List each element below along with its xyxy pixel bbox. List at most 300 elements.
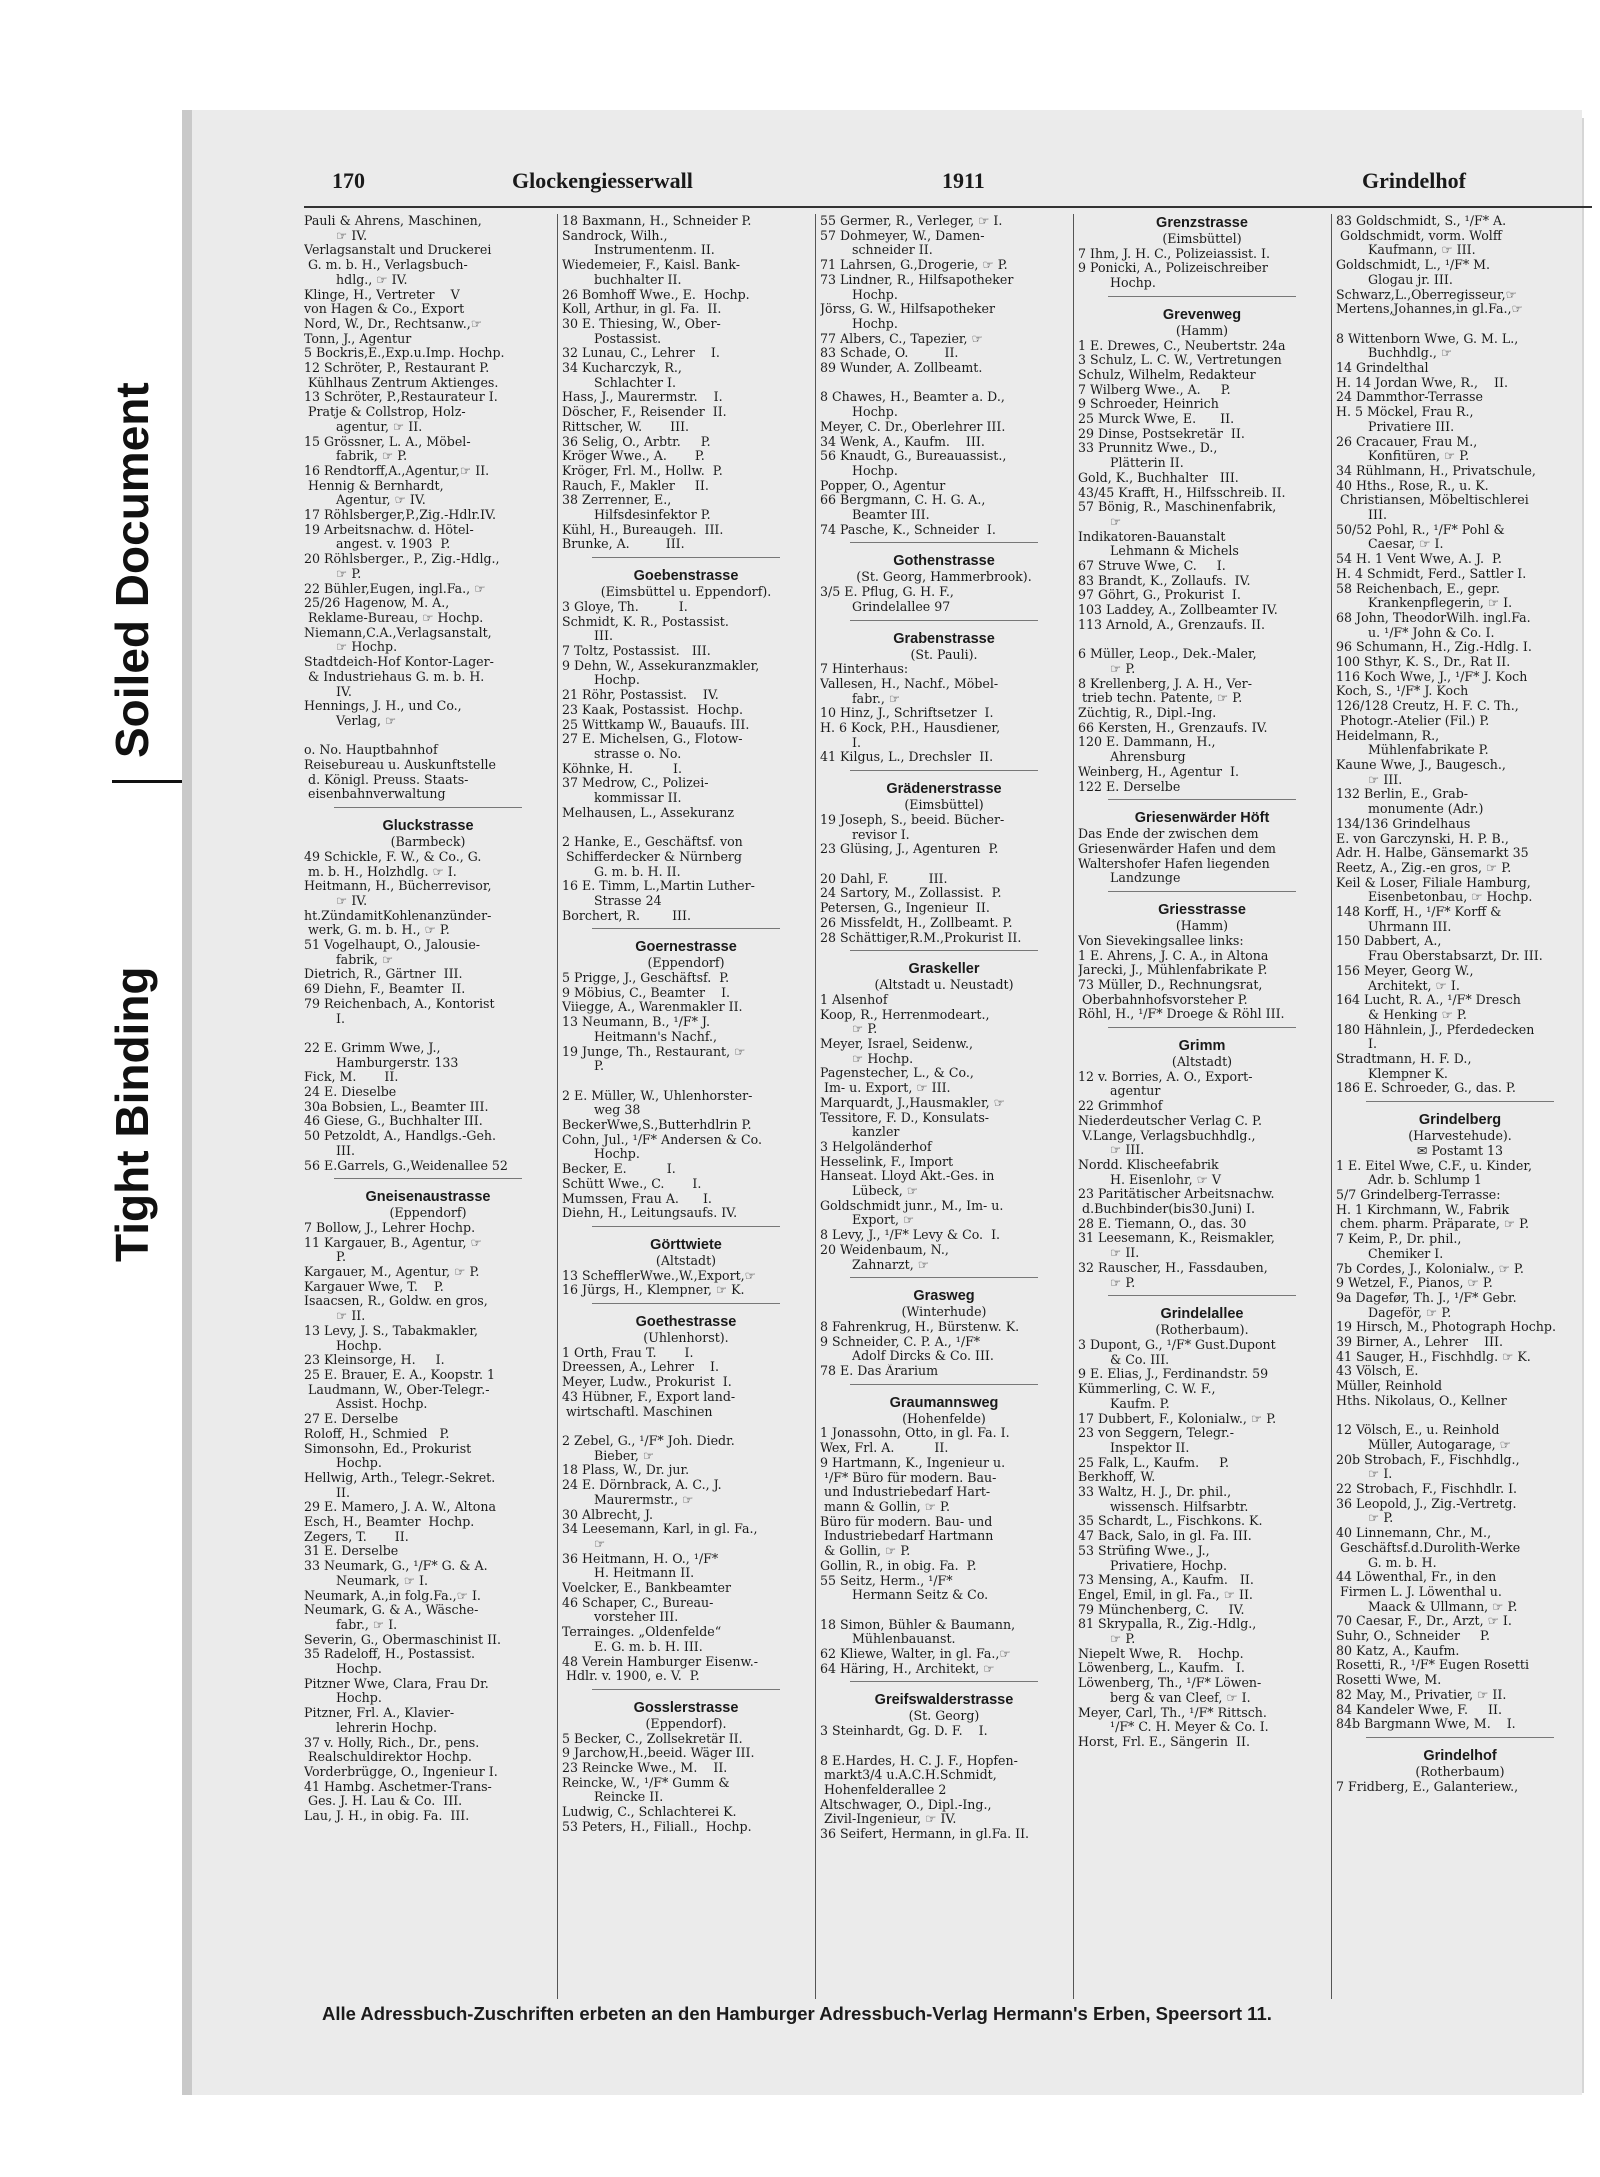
directory-entry: 1 Jonassohn, Otto, in gl. Fa. I. (820, 1426, 1010, 1441)
directory-entry: 3 Steinhardt, Gg. D. F. I. (820, 1724, 988, 1739)
directory-entry: Photogr.-Atelier (Fil.) P. (1336, 713, 1490, 728)
district-label: (St. Georg, Hammerbrook). (856, 570, 1032, 585)
directory-entry: & Co. III. (1078, 1352, 1170, 1367)
section-divider (1108, 1295, 1297, 1302)
directory-entry: 13 Neumann, B., ¹/F* J. (562, 1015, 710, 1030)
directory-entry: ☞ P. (304, 566, 362, 581)
directory-column-5 (1336, 214, 1584, 1999)
directory-entry: Reincke II. (562, 1790, 664, 1805)
directory-entry: 6 Müller, Leop., Dek.-Maler, (1078, 647, 1257, 662)
directory-entry: Das Ende der zwischen dem (1078, 827, 1259, 842)
directory-entry: Horst, Frl. E., Sängerin II. (1078, 1734, 1250, 1749)
header-street-left: Glockengiesserwall (512, 168, 693, 193)
directory-entry: Jarecki, J., Mühlenfabrikate P. (1078, 963, 1268, 978)
directory-entry: Terrainges. „Oldenfelde“ (562, 1625, 722, 1640)
directory-entry: 7 Wilberg Wwe., A. P. (1078, 382, 1231, 397)
directory-entry: 58 Reichenbach, E., gepr. (1336, 581, 1500, 596)
directory-entry: 103 Laddey, A., Zollbeamter IV. (1078, 603, 1278, 618)
district-label: (Winterhude) (901, 1305, 987, 1320)
section-divider (850, 542, 1039, 549)
directory-entry: Wiedemeier, F., Kaisl. Bank- (562, 258, 741, 273)
directory-entry: Hass, J., Maurermstr. I. (562, 390, 723, 405)
entry-spacer (562, 820, 810, 835)
directory-entry: 23 Glüsing, J., Agenturen P. (820, 842, 999, 857)
directory-entry: 9 Jarchow,H.,beeid. Wäger III. (562, 1746, 755, 1761)
directory-entry: 5/7 Grindelberg-Terrasse: (1336, 1187, 1501, 1202)
directory-entry: Reisebureau u. Auskunftstelle (304, 758, 496, 772)
directory-entry: H. 5 Möckel, Frau R., (1336, 405, 1474, 420)
directory-entry: 25 E. Brauer, E. A., Koopstr. 1 (304, 1368, 495, 1382)
directory-entry: Vallesen, H., Nachf., Möbel- (820, 676, 999, 691)
directory-entry: 79 Münchenberg, C. IV. (1078, 1602, 1245, 1617)
directory-entry: Hanseat. Lloyd Akt.-Ges. in (820, 1169, 995, 1184)
directory-entry: 20b Strobach, F., Fischhdlg., (1336, 1452, 1520, 1467)
directory-entry: Goldschmidt, L., ¹/F* M. (1336, 258, 1491, 273)
directory-entry: Assist. Hochp. (304, 1397, 428, 1412)
directory-entry: d.Buchbinder(bis30.Juni) I. (1078, 1202, 1256, 1217)
directory-entry: 3 Dupont, G., ¹/F* Gust.Dupont (1078, 1337, 1276, 1352)
directory-entry: Griesenwärder Hafen und dem (1078, 842, 1276, 856)
directory-entry: Strasse 24 (562, 893, 662, 908)
entry-spacer (304, 729, 552, 744)
entry-spacer (820, 376, 1068, 391)
directory-entry: 25 Falk, L., Kaufm. P. (1078, 1455, 1230, 1470)
soiled-document-label: Soiled Document (106, 382, 158, 758)
directory-entry: 29 Dinse, Postsekretär II. (1078, 426, 1245, 441)
directory-entry: monumente (Adr.) (1336, 802, 1484, 817)
directory-entry: 32 Rauscher, H., Fassdauben, (1078, 1260, 1268, 1275)
directory-entry: 69 Diehn, F., Beamter II. (304, 982, 466, 997)
directory-entry: 32 Lunau, C., Lehrer I. (562, 346, 720, 361)
directory-entry: Lübeck, ☞ (820, 1184, 918, 1199)
directory-entry: ¹/F* Büro für modern. Bau- (820, 1470, 997, 1485)
directory-entry: ☞ II. (304, 1309, 366, 1324)
directory-entry: Christiansen, Möbeltischlerei (1336, 493, 1529, 508)
directory-entry: 27 E. Derselbe (304, 1412, 399, 1427)
street-heading: Grenzstrasse (1156, 215, 1248, 231)
directory-entry: Löwenberg, Th., ¹/F* Löwen- (1078, 1676, 1262, 1691)
header-street-right: Grindelhof (1362, 168, 1466, 193)
directory-entry: Petersen, G., Ingenieur II. (820, 901, 990, 916)
street-heading: Goernestrasse (635, 939, 737, 956)
directory-entry: Laudmann, W., Ober-Telegr.- (304, 1382, 490, 1397)
directory-entry: 79 Reichenbach, A., Kontorist (304, 996, 495, 1011)
directory-entry: Kröger Wwe., A. P. (562, 449, 705, 464)
section-divider (334, 1178, 523, 1185)
directory-entry: 3 Helgoländerhof (820, 1139, 932, 1154)
directory-entry: Schwarz,L.,Oberregisseur,☞ (1336, 287, 1517, 302)
directory-entry: Marquardt, J.,Hausmakler, ☞ (820, 1095, 1005, 1110)
directory-entry: 148 Korff, H., ¹/F* Korff & (1336, 905, 1502, 920)
directory-entry: Kühl, H., Bureaugeh. III. (562, 522, 724, 537)
directory-entry: H. 14 Jordan Wwe, R., II. (1336, 375, 1508, 390)
directory-entry: Jörss, G. W., Hilfsapotheker (820, 302, 995, 317)
directory-entry: 7b Cordes, J., Kolonialw., ☞ P. (1336, 1261, 1524, 1276)
directory-entry: Lehmann & Michels (1078, 544, 1239, 559)
section-divider (592, 557, 781, 564)
directory-entry: 36 Leopold, J., Zig.-Vertretg. (1336, 1496, 1517, 1511)
directory-entry: Mertens,Johannes,in gl.Fa.,☞ (1336, 302, 1523, 317)
directory-entry: 40 Linnemann, Chr., M., (1336, 1526, 1492, 1541)
entry-spacer (820, 1739, 1068, 1754)
directory-entry: ☞ Hochp. (820, 1051, 914, 1066)
street-heading: Grädenerstrasse (886, 781, 1002, 798)
directory-entry: Gold, K., Buchhalter III. (1078, 470, 1239, 485)
directory-entry: 64 Häring, H., Architekt, ☞ (820, 1661, 995, 1676)
directory-entry: 37 v. Holly, Rich., Dr., pens. (304, 1735, 480, 1750)
directory-entry: Meyer, Israel, Seidenw., (820, 1037, 974, 1052)
directory-entry: 36 Selig, O., Arbtr. P. (562, 434, 711, 449)
directory-entry: Adolf Dircks & Co. III. (820, 1349, 994, 1364)
directory-entry: 19 Joseph, S., beeid. Bücher- (820, 812, 1005, 827)
directory-entry: von Hagen & Co., Export (304, 302, 465, 317)
directory-entry: 36 Seifert, Hermann, in gl.Fa. II. (820, 1827, 1030, 1842)
directory-entry: Stradtmann, H. F. D., (1336, 1052, 1472, 1067)
directory-entry: BeckerWwe,S.,Butterhdlrin P. (562, 1118, 752, 1133)
district-label: (Eimsbüttel) (904, 798, 984, 813)
directory-entry: 23 Paritätischer Arbeitsnachw. (1078, 1187, 1275, 1202)
street-heading: Grindelallee (1160, 1306, 1244, 1323)
directory-entry: H. 4 Schmidt, Ferd., Sattler I. (1336, 566, 1527, 581)
directory-entry: 16 Jürgs, H., Klempner, ☞ K. (562, 1283, 745, 1298)
directory-entry: Nord, W., Dr., Rechtsanw.,☞ (304, 316, 483, 331)
directory-entry: Gollin, R., in obig. Fa. P. (820, 1558, 977, 1573)
directory-entry: chem. pharm. Präparate, ☞ P. (1336, 1217, 1530, 1232)
directory-entry: Hesselink, F., Import (820, 1154, 954, 1169)
directory-entry: 70 Caesar, F., Dr., Arzt, ☞ I. (1336, 1614, 1512, 1629)
entry-spacer (304, 1026, 552, 1041)
directory-entry: 35 Schardt, L., Fischkons. K. (1078, 1514, 1263, 1529)
directory-entry: 78 E. Das Ärarium (820, 1364, 939, 1379)
directory-entry: 8 E.Hardes, H. C. J. F., Hopfen- (820, 1753, 1018, 1768)
directory-entry: 7 Toltz, Postassist. III. (562, 643, 711, 658)
directory-entry: Hochp. (820, 287, 898, 302)
directory-entry: Eisenbetonbau, ☞ Hochp. (1336, 890, 1533, 905)
directory-entry: Zegers, T. II. (304, 1529, 409, 1544)
directory-entry: Konfitüren, ☞ P. (1336, 449, 1470, 464)
directory-entry: Kaufm. P. (1078, 1396, 1170, 1411)
directory-entry: 8 Wittenborn Wwe, G. M. L., (1336, 331, 1519, 346)
street-heading: Gothenstrasse (893, 553, 995, 570)
directory-entry: ¹/F* C. H. Meyer & Co. I. (1078, 1720, 1269, 1735)
directory-entry: 41 Sauger, H., Fischhdlg. ☞ K. (1336, 1349, 1531, 1364)
directory-entry: Müller, Reinhold (1336, 1379, 1443, 1394)
directory-entry: Rittscher, W. III. (562, 419, 690, 434)
directory-entry: 84b Bargmann Wwe, M. I. (1336, 1717, 1516, 1732)
directory-entry: Chemiker I. (1336, 1246, 1444, 1261)
directory-entry: Hochp. (304, 1338, 382, 1353)
directory-entry: Hohenfelderallee 2 (820, 1782, 947, 1797)
directory-entry: 22 E. Grimm Wwe, J., (304, 1040, 441, 1055)
directory-entry: ☞ II. (1078, 1246, 1140, 1261)
directory-entry: 16 Rendtorff,A.,Agentur,☞ II. (304, 463, 490, 478)
directory-entry: 96 Schumann, H., Zig.-Hdlg. I. (1336, 640, 1532, 655)
directory-entry: Hennings, J. H., und Co., (304, 699, 462, 714)
directory-entry: Berkhoff, W. (1078, 1470, 1156, 1485)
directory-entry: H. Heitmann II. (562, 1566, 695, 1581)
directory-entry: Schlachter I. (562, 375, 677, 390)
directory-entry: berg & van Cleef, ☞ I. (1078, 1690, 1251, 1705)
label-divider (112, 780, 182, 783)
directory-entry: 1 E. Drewes, C., Neubertstr. 24a (1078, 338, 1286, 353)
directory-entry: II. (304, 1485, 350, 1500)
directory-entry: wirtschaftl. Maschinen (562, 1404, 713, 1419)
directory-entry: 11 Kargauer, B., Agentur, ☞ (304, 1235, 482, 1250)
directory-entry: ☞ (1078, 514, 1122, 529)
directory-entry: Tessitore, F. D., Konsulats- (820, 1110, 990, 1125)
directory-entry: Pitzner Wwe, Clara, Frau Dr. (304, 1676, 489, 1691)
directory-entry: 3 Schulz, L. C. W., Vertretungen (1078, 353, 1282, 368)
directory-entry: 26 Bomhoff Wwe., E. Hochp. (562, 287, 750, 302)
directory-entry: markt3/4 u.A.C.H.Schmidt, (820, 1768, 997, 1783)
directory-entry: 186 E. Schroeder, G., das. P. (1336, 1081, 1516, 1096)
district-label: (Altstadt) (655, 1253, 717, 1268)
street-heading: Gluckstrasse (382, 818, 474, 835)
directory-entry: werk, G. m. b. H., ☞ P. (304, 923, 450, 938)
directory-entry: Hochp. (820, 463, 898, 478)
directory-entry: mann & Gollin, ☞ P. (820, 1500, 950, 1514)
directory-entry: ht.ZündamitKohlenanzünder- (304, 908, 492, 923)
directory-entry: Hilfsdesinfektor P. (562, 508, 711, 523)
directory-entry: Meyer, C. Dr., Oberlehrer III. (820, 419, 1006, 434)
directory-entry: u. ¹/F* John & Co. I. (1336, 625, 1495, 640)
publisher-footer: Alle Adressbuch-Zuschriften erbeten an den Hamburger Adressbuch-Verlag Hermann's Erben, Speersort 11. (322, 2003, 1272, 2024)
directory-entry: Büro für modern. Bau- und (820, 1514, 993, 1529)
district-label: (Eppendorf) (389, 1206, 467, 1221)
district-label: (Eimsbüttel) (1162, 232, 1242, 246)
directory-entry: 26 Cracauer, Frau M., (1336, 434, 1478, 449)
directory-entry: Hochp. (304, 1456, 382, 1471)
directory-entry: Hamburgerstr. 133 (304, 1055, 459, 1070)
directory-entry: Diehn, H., Leitungsaufs. IV. (562, 1206, 738, 1221)
directory-entry: 83 Goldschmidt, S., ¹/F* A. (1336, 214, 1507, 228)
directory-entry: Meyer, Ludw., Prokurist I. (562, 1375, 732, 1390)
directory-entry: I. (820, 735, 862, 750)
directory-entry: 80 Katz, A., Kaufm. (1336, 1643, 1460, 1658)
directory-entry: 44 Löwenthal, Fr., in den (1336, 1570, 1497, 1585)
directory-entry: Privatiere III. (1336, 419, 1455, 434)
directory-entry: kanzler (820, 1125, 900, 1140)
directory-entry: Klempner K. (1336, 1066, 1448, 1081)
directory-entry: 132 Berlin, E., Grab- (1336, 787, 1469, 802)
directory-entry: Koop, R., Herrenmodeart., (820, 1007, 990, 1022)
directory-entry: 31 Leesemann, K., Reismakler, (1078, 1231, 1275, 1246)
directory-entry: 66 Kersten, H., Grenzaufs. IV. (1078, 720, 1268, 735)
directory-entry: angest. v. 1903 P. (304, 537, 451, 552)
district-label: ✉ Postamt 13 (1416, 1143, 1504, 1158)
street-heading: Graumannsweg (889, 1394, 999, 1411)
directory-entry: 1 Orth, Frau T. I. (562, 1345, 694, 1360)
directory-entry: Export, ☞ (820, 1213, 915, 1228)
directory-entry: 8 Chawes, H., Beamter a. D., (820, 390, 1005, 405)
directory-entry: 1 E. Eitel Wwe, C.F., u. Kinder, (1336, 1158, 1532, 1173)
directory-entry: trieb techn. Patente, ☞ P. (1078, 691, 1243, 706)
section-divider (1108, 1027, 1297, 1034)
directory-entry: 2 E. Müller, W., Uhlenhorster- (562, 1088, 753, 1103)
directory-entry: 73 Lindner, R., Hilfsapotheker (820, 272, 1014, 287)
directory-entry: ☞ IV. (304, 228, 368, 243)
district-label: (St. Pauli). (910, 647, 978, 662)
directory-entry: Hths. Nikolaus, O., Kellner (1336, 1393, 1507, 1408)
street-heading: Grindelberg (1418, 1112, 1502, 1129)
directory-entry: 24 Dammthor-Terrasse (1336, 390, 1483, 405)
directory-entry: Ahrensburg (1078, 750, 1186, 765)
directory-entry: 40 Hths., Rose, R., u. K. (1336, 478, 1489, 493)
directory-entry: 17 Dubbert, F., Kolonialw., ☞ P. (1078, 1411, 1277, 1426)
directory-entry: Waltershofer Hafen liegenden (1078, 856, 1270, 871)
directory-entry: Kargauer Wwe, T. P. (304, 1279, 444, 1294)
directory-entry: 31 E. Derselbe (304, 1544, 399, 1559)
directory-entry: Maurermstr., ☞ (562, 1492, 694, 1507)
directory-entry: 66 Bergmann, C. H. G. A., (820, 493, 986, 508)
directory-entry: Hermann Seitz & Co. (820, 1588, 989, 1603)
directory-entry: Hennig & Bernhardt, (304, 478, 444, 493)
section-divider (850, 770, 1039, 777)
section-divider (334, 807, 523, 814)
directory-entry: Postassist. (562, 331, 662, 346)
directory-entry: Dreessen, A., Lehrer I. (562, 1360, 720, 1375)
directory-entry: 23 Reincke Wwe., M. II. (562, 1761, 728, 1776)
directory-entry: Niemann,C.A.,Verlagsanstalt, (304, 625, 492, 640)
directory-entry: Industriebedarf Hartmann (820, 1529, 994, 1544)
directory-entry: wissensch. Hilfsarbtr. (1078, 1499, 1249, 1514)
directory-entry: Bieber, ☞ (562, 1448, 655, 1463)
directory-entry: vorsteher III. (562, 1610, 679, 1625)
directory-entry: Adr. H. Halbe, Gänsemarkt 35 (1336, 846, 1529, 861)
column-divider (557, 214, 558, 1999)
directory-entry: Landzunge (1078, 871, 1181, 886)
directory-entry: G. m. b. H., Verlagsbuch- (304, 258, 468, 273)
directory-entry: Mühlenfabrikate P. (1336, 743, 1489, 758)
entry-spacer (820, 1603, 1068, 1618)
directory-entry: 97 Göhrt, G., Prokurist I. (1078, 588, 1241, 603)
directory-entry: 33 Waltz, H. J., Dr. phil., (1078, 1485, 1232, 1500)
directory-entry: Kühlhaus Zentrum Aktienges. (304, 375, 499, 390)
directory-entry: Nordd. Klischeefabrik (1078, 1157, 1219, 1172)
district-label: (St. Georg) (908, 1709, 980, 1724)
directory-entry: 18 Plass, W., Dr. jur. (562, 1463, 690, 1478)
directory-entry: ☞ P. (820, 1022, 878, 1037)
directory-entry: 43 Hübner, F., Export land- (562, 1389, 736, 1404)
directory-entry: 12 Schröter, P., Restaurant P. (304, 361, 490, 376)
street-heading: Görttwiete (650, 1236, 722, 1253)
directory-entry: 50 Petzoldt, A., Handlgs.-Geh. (304, 1129, 497, 1144)
directory-entry: Keil & Loser, Filiale Hamburg, (1336, 875, 1531, 890)
directory-entry: Schütt Wwe., C. I. (562, 1176, 702, 1191)
directory-entry: 7 Bollow, J., Lehrer Hochp. (304, 1220, 476, 1235)
directory-entry: Rosetti Wwe, M. (1336, 1673, 1442, 1688)
directory-entry: 22 Strobach, F., Fischhdlr. I. (1336, 1482, 1518, 1497)
directory-entry: Grindelallee 97 (820, 599, 951, 614)
directory-entry: 67 Struve Wwe, C. I. (1078, 559, 1226, 574)
directory-entry: 57 Bönig, R., Maschinenfabrik, (1078, 500, 1277, 515)
directory-entry: Kargauer, M., Agentur, ☞ P. (304, 1265, 480, 1280)
directory-entry: 83 Brandt, K., Zollaufs. IV. (1078, 573, 1251, 588)
directory-entry: ☞ P. (1078, 1275, 1136, 1290)
directory-entry: Hochp. (562, 673, 640, 688)
directory-entry: ☞ P. (1336, 1511, 1394, 1526)
directory-entry: 54 H. 1 Vent Wwe, A. J. P. (1336, 552, 1502, 567)
section-divider (850, 1277, 1039, 1284)
directory-entry: 1 E. Ahrens, J. C. A., in Altona (1078, 948, 1269, 963)
directory-column-2 (562, 214, 810, 1999)
header-year: 1911 (942, 168, 985, 193)
district-label: (Eppendorf) (647, 956, 725, 971)
district-label: (Hamm) (1175, 919, 1229, 934)
directory-column-4 (1078, 214, 1326, 1999)
directory-entry: Röhl, H., ¹/F* Droege & Röhl III. (1078, 1007, 1285, 1022)
directory-entry: Verlag, ☞ (304, 713, 397, 728)
directory-entry: 71 Lahrsen, G.,Drogerie, ☞ P. (820, 258, 1008, 273)
directory-entry: H. Eisenlohr, ☞ V (1078, 1172, 1222, 1187)
directory-entry: Altschwager, O., Dipl.-Ing., (820, 1797, 992, 1812)
street-heading: Goebenstrasse (633, 568, 739, 585)
entry-spacer (562, 1419, 810, 1434)
directory-entry: Müller, Autogarage, ☞ (1336, 1437, 1511, 1452)
directory-entry: Brunke, A. III. (562, 537, 685, 552)
directory-entry: Pauli & Ahrens, Maschinen, (304, 214, 482, 228)
directory-entry: Zahnarzt, ☞ (820, 1257, 930, 1272)
directory-entry: ☞ I. (1336, 1467, 1393, 1482)
directory-entry: Dageför, ☞ P. (1336, 1305, 1452, 1320)
directory-entry: 9 Schroeder, Heinrich (1078, 397, 1219, 412)
directory-entry: 15 Grössner, L. A., Möbel- (304, 434, 471, 449)
directory-entry: Fick, M. II. (304, 1070, 399, 1085)
directory-entry: 17 Röhlsberger,P.,Zig.-Hdlr.IV. (304, 508, 496, 523)
directory-entry: Zivil-Ingenieur, ☞ IV. (820, 1812, 957, 1827)
directory-entry: 26 Missfeldt, H., Zollbeamt. P. (820, 915, 1013, 930)
directory-entry: 20 Weidenbaum, N., (820, 1242, 949, 1257)
directory-entry: Viiegge, A., Warenmakler II. (562, 1000, 743, 1015)
directory-entry: Kaune Wwe, J., Baugesch., (1336, 758, 1506, 772)
directory-entry: Hochp. (562, 1147, 640, 1162)
directory-entry: 33 Neumark, G., ¹/F* G. & A. (304, 1559, 488, 1574)
directory-entry: III. (304, 1143, 355, 1158)
entry-spacer (1078, 633, 1326, 648)
directory-entry: 18 Simon, Bühler & Baumann, (820, 1617, 1016, 1632)
directory-entry: III. (562, 629, 613, 644)
directory-entry: Koch, S., ¹/F* J. Koch (1336, 684, 1469, 699)
directory-entry: 19 Hirsch, M., Photograph Hochp. (1336, 1320, 1556, 1335)
directory-entry: 29 E. Mamero, J. A. W., Altona (304, 1500, 496, 1515)
directory-entry: Inspektor II. (1078, 1440, 1190, 1455)
directory-entry: I. (1336, 1037, 1378, 1052)
directory-entry: 73 Mensing, A., Kaufm. II. (1078, 1573, 1254, 1588)
directory-entry: H. 1 Kirchmann, W., Fabrik (1336, 1202, 1510, 1217)
directory-entry: schneider II. (820, 243, 933, 258)
directory-entry: 68 John, TheodorWilh. ingl.Fa. (1336, 610, 1531, 625)
directory-entry: 12 Völsch, E., u. Reinhold (1336, 1423, 1500, 1438)
column-divider (1073, 214, 1074, 1999)
directory-entry: 28 E. Tiemann, O., das. 30 (1078, 1216, 1247, 1231)
directory-entry: Simonsohn, Ed., Prokurist (304, 1441, 472, 1456)
directory-entry: 19 Junge, Th., Restaurant, ☞ (562, 1044, 746, 1059)
directory-entry: 7 Fridberg, E., Galanteriew., (1336, 1779, 1519, 1794)
section-divider (1108, 799, 1297, 806)
directory-entry: weg 38 (562, 1103, 641, 1118)
directory-entry: m. b. H., Holzhdlg. ☞ I. (304, 864, 457, 879)
directory-entry: G. m. b. H. II. (562, 864, 681, 879)
directory-entry: IV. (304, 684, 352, 699)
directory-entry: 12 v. Borries, A. O., Export- (1078, 1069, 1253, 1084)
directory-entry: 13 SchefflerWwe.,W.,Export,☞ (562, 1268, 756, 1283)
directory-entry: Geschäftsf.d.Durolith-Werke (1336, 1540, 1521, 1555)
directory-entry: 150 Dabbert, A., (1336, 934, 1442, 949)
directory-entry: 56 E.Garrels, G.,Weidenallee 52 (304, 1158, 508, 1173)
entry-spacer (1336, 1409, 1584, 1424)
directory-entry: 36 Heitmann, H. O., ¹/F* (562, 1551, 719, 1566)
directory-entry: fabrik, ☞ P. (304, 449, 408, 464)
